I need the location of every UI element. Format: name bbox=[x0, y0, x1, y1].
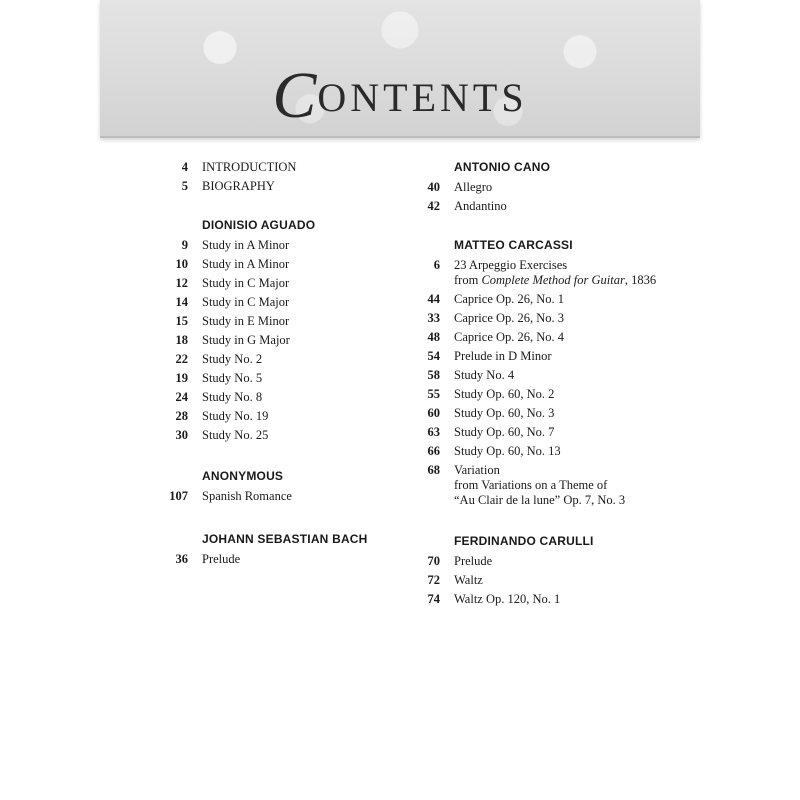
entry-main: 23 Arpeggio Exercises bbox=[454, 258, 568, 272]
toc-entry[interactable] bbox=[400, 311, 700, 326]
entry-title: Study No. 25 bbox=[202, 428, 269, 442]
page-number: 9 bbox=[181, 238, 188, 252]
toc-entry[interactable] bbox=[400, 463, 700, 508]
page-number: 22 bbox=[175, 352, 188, 366]
entry-title: Prelude bbox=[454, 554, 493, 568]
entry-source-line-2: “Au Clair de la lune” Op. 7, No. 3 bbox=[454, 493, 626, 507]
toc-entry[interactable] bbox=[158, 371, 398, 386]
toc-entry[interactable] bbox=[400, 387, 700, 402]
toc-entry[interactable] bbox=[158, 314, 398, 329]
page-number: 107 bbox=[169, 489, 188, 503]
entry-title: Study in A Minor bbox=[202, 238, 290, 252]
composer-section-cano bbox=[400, 160, 700, 214]
page-number: 63 bbox=[427, 425, 440, 439]
page-number: 42 bbox=[427, 199, 440, 213]
toc-entry[interactable] bbox=[400, 258, 700, 288]
entry-title: Study No. 2 bbox=[202, 352, 263, 366]
source-suffix: , 1836 bbox=[624, 273, 657, 287]
page-number: 5 bbox=[181, 179, 188, 193]
composer-heading: FERDINANDO CARULLI bbox=[454, 534, 594, 548]
composer-section-anonymous bbox=[158, 469, 398, 504]
toc-left-column bbox=[158, 160, 398, 592]
composer-heading: DIONISIO AGUADO bbox=[202, 218, 316, 232]
page-number: 66 bbox=[427, 444, 440, 458]
page-number: 40 bbox=[427, 180, 440, 194]
page-number: 15 bbox=[175, 314, 188, 328]
page-number: 24 bbox=[175, 390, 188, 404]
page-number: 33 bbox=[427, 311, 440, 325]
page-number: 58 bbox=[427, 368, 440, 382]
toc-entry[interactable] bbox=[158, 428, 398, 443]
title-rest: ONTENTS bbox=[317, 75, 528, 120]
entry-title: Study Op. 60, No. 13 bbox=[454, 444, 561, 458]
entry-title bbox=[440, 258, 656, 288]
entry-title: Prelude bbox=[202, 552, 241, 566]
toc-entry[interactable] bbox=[158, 390, 398, 405]
composer-heading: JOHANN SEBASTIAN BACH bbox=[202, 532, 368, 546]
entry-title: Waltz Op. 120, No. 1 bbox=[454, 592, 561, 606]
toc-entry[interactable] bbox=[400, 573, 700, 588]
composer-section-bach bbox=[158, 532, 398, 567]
entry-title: Study No. 4 bbox=[454, 368, 515, 382]
composer-heading: ANTONIO CANO bbox=[454, 160, 551, 174]
entry-title: Study in C Major bbox=[202, 276, 290, 290]
page-number: 70 bbox=[427, 554, 440, 568]
toc-entry[interactable] bbox=[400, 554, 700, 569]
page-number: 54 bbox=[427, 349, 440, 363]
toc-entry[interactable] bbox=[158, 238, 398, 253]
toc-entry[interactable] bbox=[158, 160, 398, 175]
entry-title: Study in G Major bbox=[202, 333, 290, 347]
toc-entry[interactable] bbox=[400, 406, 700, 421]
entry-title: Study No. 5 bbox=[202, 371, 263, 385]
toc-entry[interactable] bbox=[400, 368, 700, 383]
toc-entry[interactable] bbox=[400, 444, 700, 459]
source-prefix: from bbox=[454, 273, 482, 287]
composer-heading: MATTEO CARCASSI bbox=[454, 238, 573, 252]
toc-right-column bbox=[400, 160, 700, 632]
entry-title: Study No. 8 bbox=[202, 390, 263, 404]
page-number: 12 bbox=[175, 276, 188, 290]
page-number: 60 bbox=[427, 406, 440, 420]
toc-entry[interactable] bbox=[400, 592, 700, 607]
source-title: Complete Method for Guitar bbox=[481, 273, 625, 287]
page-number: 30 bbox=[175, 428, 188, 442]
page-number: 44 bbox=[427, 292, 440, 306]
page-number: 4 bbox=[181, 160, 188, 174]
entry-source bbox=[454, 273, 656, 288]
page-number: 55 bbox=[427, 387, 440, 401]
entry-title: Study Op. 60, No. 7 bbox=[454, 425, 555, 439]
toc-entry[interactable] bbox=[400, 330, 700, 345]
toc-entry[interactable] bbox=[400, 349, 700, 364]
page-number: 74 bbox=[427, 592, 440, 606]
composer-section-aguado bbox=[158, 218, 398, 443]
entry-title: Caprice Op. 26, No. 3 bbox=[454, 311, 565, 325]
toc-entry[interactable] bbox=[158, 276, 398, 291]
page bbox=[100, 0, 700, 800]
page-number: 28 bbox=[175, 409, 188, 423]
page-number: 6 bbox=[433, 258, 440, 272]
toc-entry[interactable] bbox=[158, 552, 398, 567]
page-number: 19 bbox=[175, 371, 188, 385]
composer-section-carcassi bbox=[400, 238, 700, 508]
toc-entry[interactable] bbox=[158, 295, 398, 310]
page-number: 10 bbox=[175, 257, 188, 271]
entry-source-line-1: from Variations on a Theme of bbox=[454, 478, 608, 492]
entry-title: Caprice Op. 26, No. 1 bbox=[454, 292, 565, 306]
toc-entry[interactable] bbox=[158, 179, 398, 194]
page-number: 36 bbox=[175, 552, 188, 566]
entry-title: Study No. 19 bbox=[202, 409, 269, 423]
page-number: 14 bbox=[175, 295, 188, 309]
composer-heading: ANONYMOUS bbox=[202, 469, 284, 483]
entry-main: Variation bbox=[454, 463, 500, 477]
entry-title: Waltz bbox=[454, 573, 483, 587]
entry-title: Study in C Major bbox=[202, 295, 290, 309]
toc-entry[interactable] bbox=[400, 425, 700, 440]
page-number: 18 bbox=[175, 333, 188, 347]
toc-entry[interactable] bbox=[400, 292, 700, 307]
entry-title: Caprice Op. 26, No. 4 bbox=[454, 330, 565, 344]
title-initial: C bbox=[272, 59, 318, 132]
entry-title: INTRODUCTION bbox=[202, 160, 297, 174]
entry-title: Andantino bbox=[454, 199, 507, 213]
toc-entry[interactable] bbox=[400, 199, 700, 214]
entry-title: Study in E Minor bbox=[202, 314, 290, 328]
toc-entry[interactable] bbox=[400, 180, 700, 195]
entry-title: Study Op. 60, No. 2 bbox=[454, 387, 555, 401]
entry-title: Spanish Romance bbox=[202, 489, 292, 503]
entry-title: Allegro bbox=[454, 180, 493, 194]
page-number: 68 bbox=[427, 463, 440, 477]
composer-section-carulli bbox=[400, 534, 700, 607]
toc-entry[interactable] bbox=[158, 352, 398, 367]
header-banner bbox=[100, 0, 700, 138]
toc-entry[interactable] bbox=[158, 489, 398, 504]
page-number: 72 bbox=[427, 573, 440, 587]
toc-entry[interactable] bbox=[158, 409, 398, 424]
entry-title: Prelude in D Minor bbox=[454, 349, 552, 363]
toc-entry[interactable] bbox=[158, 257, 398, 272]
page-number: 48 bbox=[427, 330, 440, 344]
page-title bbox=[100, 58, 700, 134]
entry-title: BIOGRAPHY bbox=[202, 179, 275, 193]
front-matter bbox=[158, 160, 398, 194]
entry-title: Study in A Minor bbox=[202, 257, 290, 271]
toc-entry[interactable] bbox=[158, 333, 398, 348]
entry-title bbox=[440, 463, 625, 508]
entry-title: Study Op. 60, No. 3 bbox=[454, 406, 555, 420]
